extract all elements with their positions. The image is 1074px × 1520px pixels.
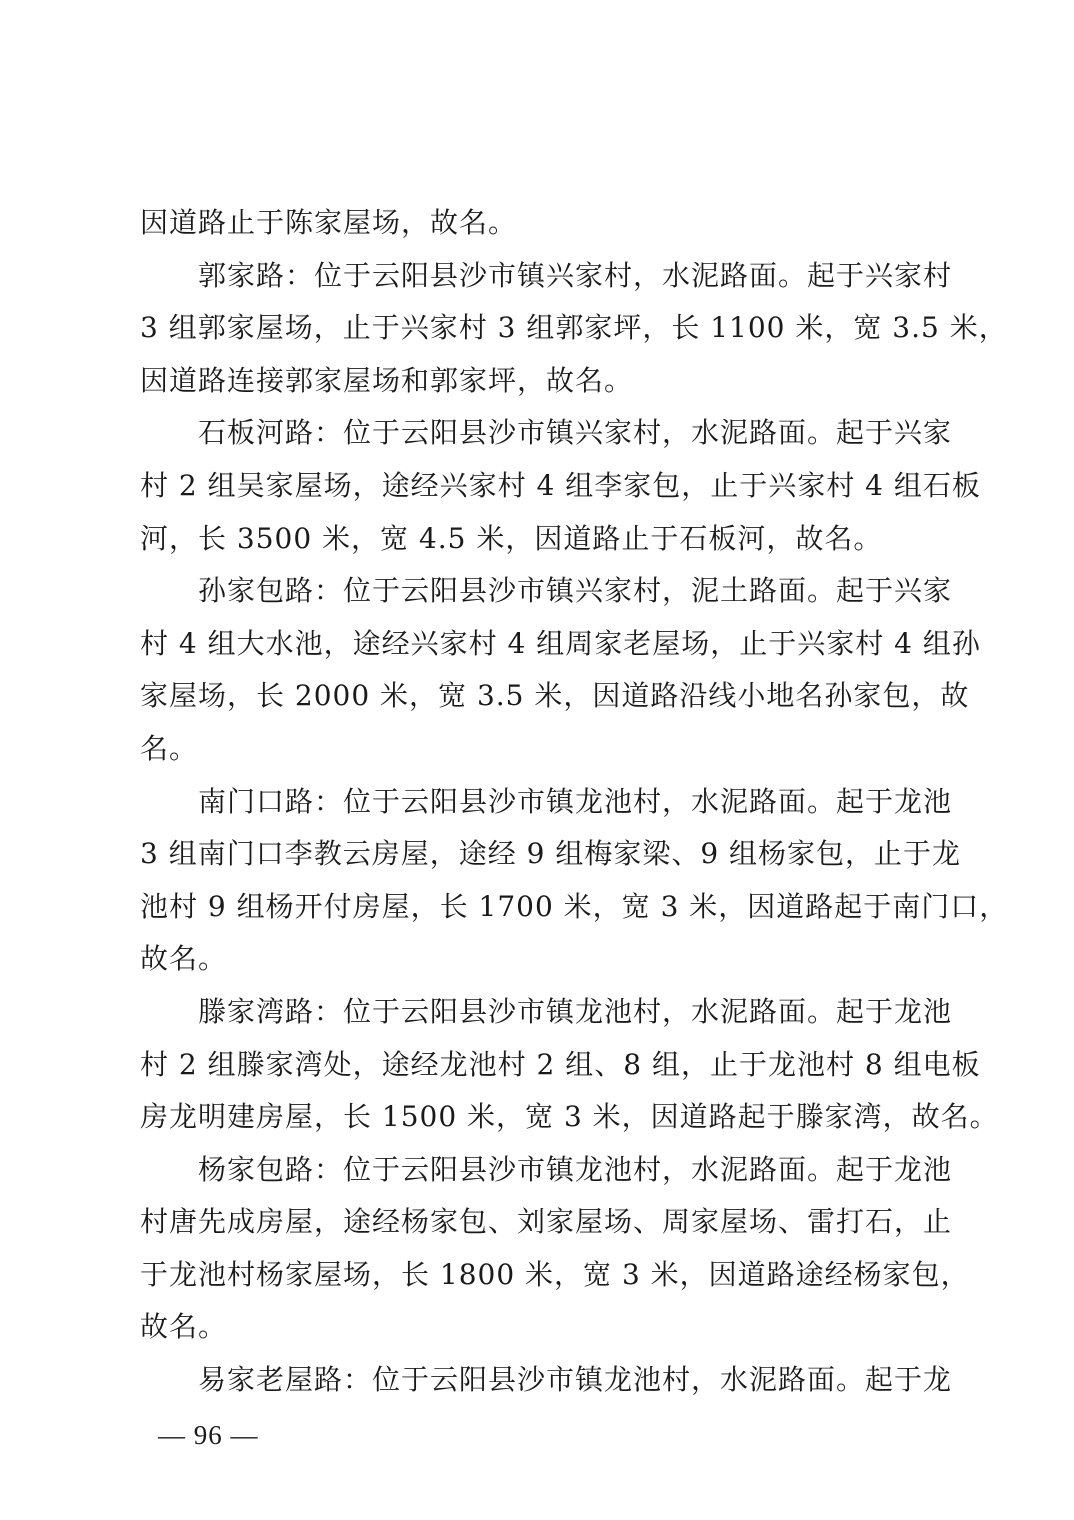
text-line: 易家老屋路：位于云阳县沙市镇龙池村，水泥路面。起于龙	[198, 1363, 953, 1397]
text-line: 名。	[140, 731, 199, 765]
page-number: — 96 —	[158, 1420, 259, 1450]
text-line: 村 2 组滕家湾处，途经龙池村 2 组、8 组，止于龙池村 8 组电板	[140, 1047, 981, 1081]
text-line: 因道路连接郭家屋场和郭家坪，故名。	[140, 363, 634, 397]
text-line: 滕家湾路：位于云阳县沙市镇龙池村，水泥路面。起于龙池	[198, 994, 953, 1028]
text-line: 故名。	[140, 942, 228, 976]
text-line: 3 组南门口李教云房屋，途经 9 组梅家梁、9 组杨家包，止于龙	[140, 837, 962, 871]
text-line: 故名。	[140, 1310, 228, 1344]
text-line: 南门口路：位于云阳县沙市镇龙池村，水泥路面。起于龙池	[198, 784, 953, 818]
text-line: 于龙池村杨家屋场，长 1800 米，宽 3 米，因道路途经杨家包，	[140, 1257, 970, 1291]
text-line: 因道路止于陈家屋场，故名。	[140, 206, 518, 239]
document-body	[140, 197, 1009, 1407]
text-line: 河，长 3500 米，宽 4.5 米，因道路止于石板河，故名。	[140, 521, 883, 555]
text-line: 村唐先成房屋，途经杨家包、刘家屋场、周家屋场、雷打石，止	[140, 1205, 953, 1239]
text-line: 村 4 组大水池，途经兴家村 4 组周家老屋场，止于兴家村 4 组孙	[140, 626, 981, 660]
text-line: 家屋场，长 2000 米，宽 3.5 米，因道路沿线小地名孙家包，故	[140, 679, 970, 713]
text-line: 3 组郭家屋场，止于兴家村 3 组郭家坪，长 1100 米，宽 3.5 米，	[140, 311, 1008, 345]
text-line: 杨家包路：位于云阳县沙市镇龙池村，水泥路面。起于龙池	[198, 1152, 953, 1186]
text-line: 房龙明建房屋，长 1500 米，宽 3 米，因道路起于滕家湾，故名。	[140, 1100, 999, 1134]
text-line: 石板河路：位于云阳县沙市镇兴家村，水泥路面。起于兴家	[198, 416, 953, 450]
text-line: 郭家路：位于云阳县沙市镇兴家村，水泥路面。起于兴家村	[198, 258, 953, 292]
text-line: 池村 9 组杨开付房屋，长 1700 米，宽 3 米，因道路起于南门口，	[140, 889, 1009, 923]
text-line: 孙家包路：位于云阳县沙市镇兴家村，泥土路面。起于兴家	[198, 574, 953, 608]
text-line: 村 2 组吴家屋场，途经兴家村 4 组李家包，止于兴家村 4 组石板	[140, 468, 981, 502]
